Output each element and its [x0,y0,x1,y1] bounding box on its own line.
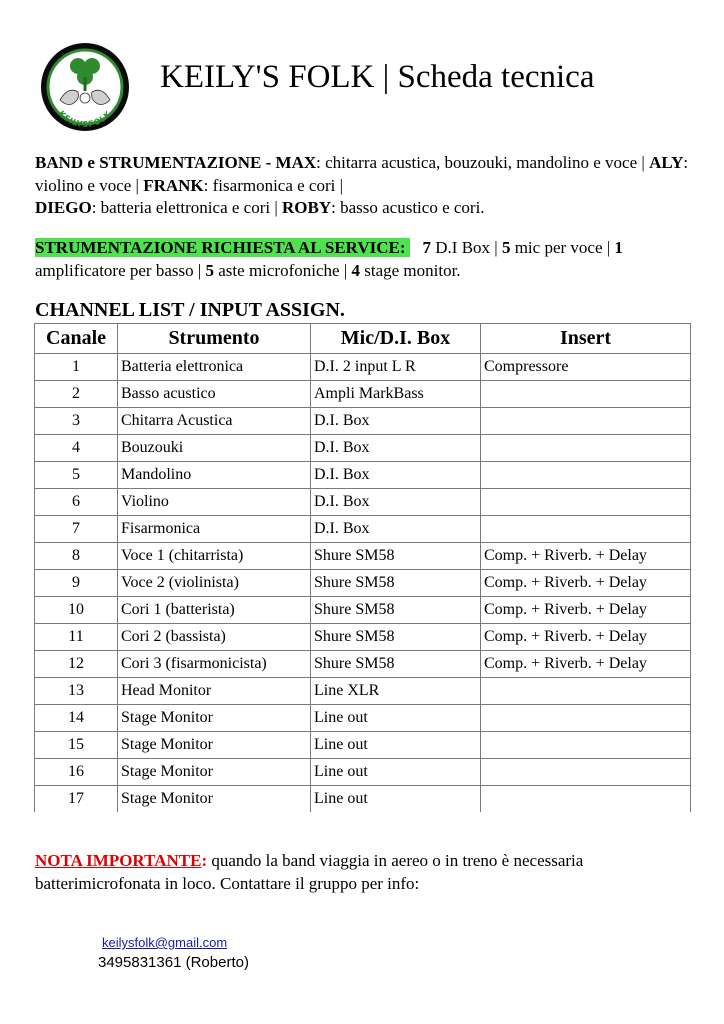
cell-insert [481,516,691,543]
cell-mic: Shure SM58 [311,543,481,570]
cell-canale: 4 [35,435,118,462]
cell-insert [481,381,691,408]
cell-mic: D.I. Box [311,489,481,516]
phone-number: 3495831361 (Roberto) [98,954,249,971]
table-row [35,570,691,597]
member-desc: : batteria elettronica e cori | [91,198,282,217]
cell-insert: Comp. + Riverb. + Delay [481,597,691,624]
cell-insert [481,705,691,732]
cell-strumento: Cori 1 (batterista) [118,597,311,624]
cell-canale: 3 [35,408,118,435]
table-row [35,381,691,408]
contact-block [98,934,249,974]
cell-canale: 9 [35,570,118,597]
service-item: amplificatore per basso | [35,260,206,280]
cell-mic: Ampli MarkBass [311,381,481,408]
cell-strumento: Cori 3 (fisarmonicista) [118,651,311,678]
table-row [35,732,691,759]
cell-mic: Line XLR [311,678,481,705]
cell-canale: 6 [35,489,118,516]
cell-strumento: Bouzouki [118,435,311,462]
cell-insert [481,435,691,462]
cell-mic: Line out [311,759,481,786]
header-mic: Mic/D.I. Box [311,324,481,354]
cell-strumento: Head Monitor [118,678,311,705]
service-item: aste microfoniche | [214,260,352,280]
cell-mic: D.I. 2 input L R [311,354,481,381]
cell-strumento: Stage Monitor [118,759,311,786]
note-label: NOTA IMPORTANTE [35,851,202,870]
table-row [35,354,691,381]
service-item: stage monitor. [359,260,461,280]
member-name: MAX [275,153,317,172]
cell-mic: Line out [311,786,481,813]
cell-mic: Shure SM58 [311,570,481,597]
table-row [35,678,691,705]
email-link[interactable]: keilysfolk@gmail.com [102,935,228,950]
table-row [35,489,691,516]
note-text: quando la band viaggia in aereo o in treno è necessaria batterimicrofonata in loco. Contattare il gruppo per info: [35,851,584,893]
table-row [35,705,691,732]
cell-insert [481,462,691,489]
member-name: FRANK [143,175,204,195]
header-strumento: Strumento [118,324,311,354]
cell-insert [481,678,691,705]
cell-mic: D.I. Box [311,516,481,543]
table-row [35,408,691,435]
cell-strumento: Stage Monitor [118,786,311,813]
member-name: DIEGO [35,198,92,217]
cell-insert [481,786,691,813]
cell-insert [481,489,691,516]
band-heading: BAND e STRUMENTAZIONE - [35,153,276,172]
cell-insert [481,759,691,786]
service-label: STRUMENTAZIONE RICHIESTA AL SERVICE: [35,238,410,257]
table-row [35,597,691,624]
table-row [35,516,691,543]
cell-mic: D.I. Box [311,462,481,489]
cell-strumento: Fisarmonica [118,516,311,543]
member-name: ROBY [282,198,332,217]
cell-strumento: Basso acustico [118,381,311,408]
page-title: KEILY'S FOLK | Scheda tecnica [160,59,595,95]
cell-canale: 1 [35,354,118,381]
cell-canale: 8 [35,543,118,570]
cell-mic: Shure SM58 [311,624,481,651]
important-note [35,850,695,895]
service-qty: 1 [614,238,623,257]
channel-list-table [34,323,691,812]
service-qty: 5 [205,260,215,280]
cell-mic: D.I. Box [311,408,481,435]
member-desc: : violino e voce | [35,153,689,195]
service-item: mic per voce | [510,238,615,257]
channel-rows [35,354,691,813]
keilysfolk-logo [40,42,130,132]
cell-insert: Comp. + Riverb. + Delay [481,570,691,597]
cell-mic: Shure SM58 [311,597,481,624]
service-requirements [35,237,695,282]
cell-insert [481,732,691,759]
cell-mic: Line out [311,705,481,732]
table-row [35,759,691,786]
cell-canale: 7 [35,516,118,543]
table-row [35,543,691,570]
note-colon: : [201,851,208,870]
cell-insert: Comp. + Riverb. + Delay [481,651,691,678]
header-insert: Insert [481,324,691,354]
cell-canale: 17 [35,786,118,813]
channel-list-title: CHANNEL LIST / INPUT ASSIGN. [35,299,345,321]
cell-insert: Comp. + Riverb. + Delay [481,543,691,570]
cell-insert: Comp. + Riverb. + Delay [481,624,691,651]
cell-strumento: Voce 1 (chitarrista) [118,543,311,570]
table-row [35,462,691,489]
table-row [35,435,691,462]
member-desc: : chitarra acustica, bouzouki, mandolino e voce | [316,153,650,172]
cell-strumento: Batteria elettronica [118,354,311,381]
table-header-row [35,324,691,354]
cell-canale: 10 [35,597,118,624]
cell-strumento: Chitarra Acustica [118,408,311,435]
cell-insert [481,408,691,435]
cell-insert: Compressore [481,354,691,381]
cell-strumento: Voce 2 (violinista) [118,570,311,597]
band-instruments [35,152,695,220]
cell-mic: Line out [311,732,481,759]
cell-canale: 2 [35,381,118,408]
service-qty: 4 [351,260,360,280]
service-item: D.I Box | [431,238,502,257]
member-name: ALY [649,153,684,172]
cell-canale: 14 [35,705,118,732]
member-desc: : basso acustico e cori. [331,198,485,217]
cell-strumento: Mandolino [118,462,311,489]
table-row [35,786,691,813]
logo-text: KEILYSFOLK [56,108,114,130]
cell-canale: 13 [35,678,118,705]
cell-canale: 12 [35,651,118,678]
cell-strumento: Cori 2 (bassista) [118,624,311,651]
service-qty: 5 [501,238,511,257]
cell-canale: 15 [35,732,118,759]
cell-strumento: Stage Monitor [118,732,311,759]
table-row [35,624,691,651]
cell-canale: 11 [35,624,118,651]
cell-canale: 16 [35,759,118,786]
table-row [35,651,691,678]
cell-mic: Shure SM58 [311,651,481,678]
cell-strumento: Stage Monitor [118,705,311,732]
header-canale: Canale [35,324,118,354]
member-desc: : fisarmonica e cori | [203,175,344,195]
cell-canale: 5 [35,462,118,489]
cell-strumento: Violino [118,489,311,516]
service-qty: 7 [422,238,432,257]
cell-mic: D.I. Box [311,435,481,462]
